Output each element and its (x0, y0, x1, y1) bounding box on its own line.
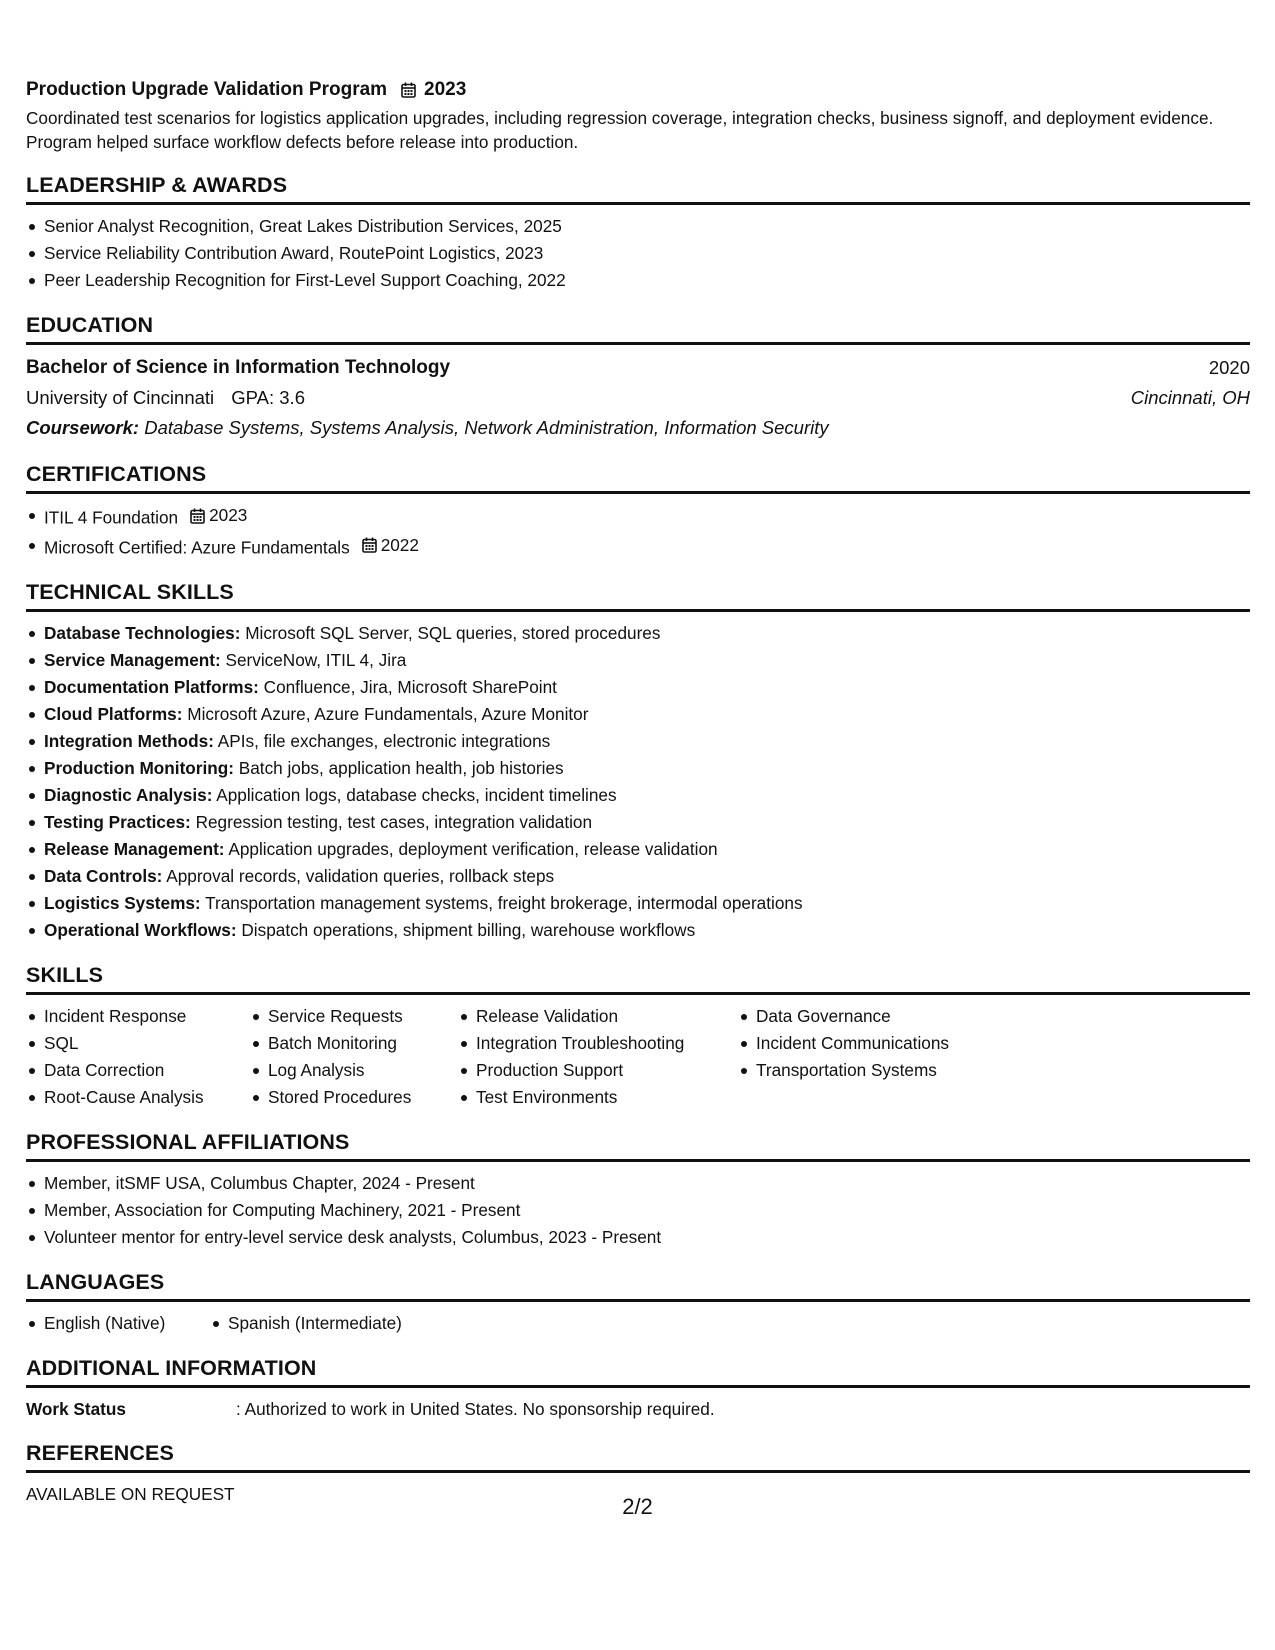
technical-skills-section (26, 579, 1250, 944)
skill-values: Confluence, Jira, Microsoft SharePoint (263, 677, 557, 697)
skill-values: Transportation management systems, freight brokerage, intermodal operations (205, 893, 803, 913)
section-heading: ADDITIONAL INFORMATION (26, 1355, 1250, 1388)
list-item (44, 917, 1250, 944)
certification-name: Microsoft Certified: Azure Fundamentals (44, 537, 350, 557)
skills-column (458, 1003, 738, 1111)
skill-values: Regression testing, test cases, integration validation (195, 812, 593, 832)
skill-category: Data Controls: (44, 866, 163, 886)
certification-list (26, 502, 1250, 561)
list-item: Peer Leadership Recognition for First-Level Support Coaching, 2022 (44, 267, 1250, 294)
coursework-row (26, 413, 1250, 443)
section-heading: LANGUAGES (26, 1269, 1250, 1302)
skill-category: Integration Methods: (44, 731, 214, 751)
skill-values: Approval records, validation queries, rollback steps (166, 866, 555, 886)
skill-category: Documentation Platforms: (44, 677, 259, 697)
calendar-icon (362, 537, 377, 553)
skill-values: Application logs, database checks, incident timelines (216, 785, 617, 805)
section-heading: EDUCATION (26, 312, 1250, 345)
education-degree-row (26, 353, 1250, 383)
work-status-value: : Authorized to work in United States. No sponsorship required. (236, 1399, 715, 1419)
list-item: Log Analysis (268, 1057, 458, 1084)
list-item: Data Correction (44, 1057, 250, 1084)
work-status-label: Work Status (26, 1399, 126, 1419)
section-heading: PROFESSIONAL AFFILIATIONS (26, 1129, 1250, 1162)
project-header (26, 76, 1250, 104)
list-item (44, 647, 1250, 674)
list-item: Release Validation (476, 1003, 738, 1030)
resume-page (26, 76, 1250, 1507)
list-item: English (Native) (44, 1310, 210, 1337)
skill-category: Database Technologies: (44, 623, 241, 643)
list-item (44, 620, 1250, 647)
list-item: Stored Procedures (268, 1084, 458, 1111)
list-item: Integration Troubleshooting (476, 1030, 738, 1057)
leadership-section (26, 172, 1250, 294)
list-item: SQL (44, 1030, 250, 1057)
degree-title: Bachelor of Science in Information Technology (26, 357, 451, 378)
page-number: 2/2 (622, 1494, 653, 1519)
school-location: Cincinnati, OH (1130, 387, 1250, 408)
list-item: Batch Monitoring (268, 1030, 458, 1057)
work-status-row (26, 1396, 1250, 1422)
section-heading: CERTIFICATIONS (26, 461, 1250, 494)
skill-values: Batch jobs, application health, job histories (238, 758, 564, 778)
skills-columns (26, 1003, 1250, 1111)
list-item: Root-Cause Analysis (44, 1084, 250, 1111)
skill-values: Microsoft SQL Server, SQL queries, stored procedures (245, 623, 661, 643)
skill-values: Microsoft Azure, Azure Fundamentals, Azure Monitor (187, 704, 589, 724)
list-item (44, 502, 1250, 532)
language-column (210, 1310, 402, 1337)
education-school-row (26, 383, 1250, 413)
coursework-list: Database Systems, Systems Analysis, Network Administration, Information Security (144, 417, 829, 438)
section-heading: SKILLS (26, 962, 1250, 995)
skill-category: Diagnostic Analysis: (44, 785, 213, 805)
list-item (44, 755, 1250, 782)
skill-category: Operational Workflows: (44, 920, 237, 940)
affiliations-section (26, 1129, 1250, 1251)
list-item: Volunteer mentor for entry-level service desk analysts, Columbus, 2023 - Present (44, 1224, 1250, 1251)
education-section (26, 312, 1250, 443)
list-item (44, 863, 1250, 890)
list-item: Test Environments (476, 1084, 738, 1111)
project-year: 2023 (424, 79, 467, 100)
list-item (44, 728, 1250, 755)
list-item: Spanish (Intermediate) (228, 1310, 402, 1337)
list-item (44, 890, 1250, 917)
calendar-icon (190, 508, 205, 524)
list-item (44, 836, 1250, 863)
certification-year: 2023 (209, 505, 248, 525)
skills-column (250, 1003, 458, 1111)
skills-column (26, 1003, 250, 1111)
project-description: Coordinated test scenarios for logistics application upgrades, including regression coverage, integration checks, business signoff, and deployment evidence. Program helped surface workflow defects before release into production. (26, 108, 1214, 152)
skill-category: Release Management: (44, 839, 225, 859)
graduation-year: 2020 (1208, 357, 1250, 378)
skill-category: Cloud Platforms: (44, 704, 183, 724)
skill-category: Logistics Systems: (44, 893, 201, 913)
skills-section (26, 962, 1250, 1111)
list-item: Transportation Systems (756, 1057, 1056, 1084)
list-item: Service Reliability Contribution Award, RoutePoint Logistics, 2023 (44, 240, 1250, 267)
list-item: Member, Association for Computing Machinery, 2021 - Present (44, 1197, 1250, 1224)
section-heading: LEADERSHIP & AWARDS (26, 172, 1250, 205)
language-column (26, 1310, 210, 1337)
coursework-label: Coursework: (26, 417, 140, 438)
list-item: Incident Communications (756, 1030, 1056, 1057)
gpa: GPA: 3.6 (231, 387, 305, 408)
certifications-section (26, 461, 1250, 561)
skill-values: ServiceNow, ITIL 4, Jira (225, 650, 407, 670)
award-list (26, 213, 1250, 294)
skill-values: APIs, file exchanges, electronic integrations (217, 731, 551, 751)
skill-values: Dispatch operations, shipment billing, warehouse workflows (241, 920, 696, 940)
skills-column (738, 1003, 1056, 1111)
list-item (44, 701, 1250, 728)
list-item: Senior Analyst Recognition, Great Lakes Distribution Services, 2025 (44, 213, 1250, 240)
additional-info-section (26, 1355, 1250, 1422)
list-item: Data Governance (756, 1003, 1056, 1030)
skill-category: Production Monitoring: (44, 758, 234, 778)
school-name: University of Cincinnati (26, 387, 215, 408)
list-item: Incident Response (44, 1003, 250, 1030)
section-heading: TECHNICAL SKILLS (26, 579, 1250, 612)
references-text: AVAILABLE ON REQUEST (26, 1484, 235, 1504)
list-item: Service Requests (268, 1003, 458, 1030)
calendar-icon (401, 82, 416, 98)
project-title: Production Upgrade Validation Program (26, 79, 388, 100)
skill-category: Testing Practices: (44, 812, 191, 832)
affiliation-list (26, 1170, 1250, 1251)
list-item: Member, itSMF USA, Columbus Chapter, 2024 - Present (44, 1170, 1250, 1197)
skill-values: Application upgrades, deployment verification, release validation (228, 839, 718, 859)
list-item (44, 674, 1250, 701)
list-item (44, 532, 1250, 562)
language-list (26, 1310, 1250, 1337)
languages-section (26, 1269, 1250, 1337)
technical-skills-list (26, 620, 1250, 944)
certification-name: ITIL 4 Foundation (44, 507, 179, 528)
certification-year: 2022 (380, 534, 419, 555)
skill-category: Service Management: (44, 650, 221, 670)
list-item (44, 809, 1250, 836)
section-heading: REFERENCES (26, 1440, 1250, 1473)
list-item (44, 782, 1250, 809)
list-item: Production Support (476, 1057, 738, 1084)
